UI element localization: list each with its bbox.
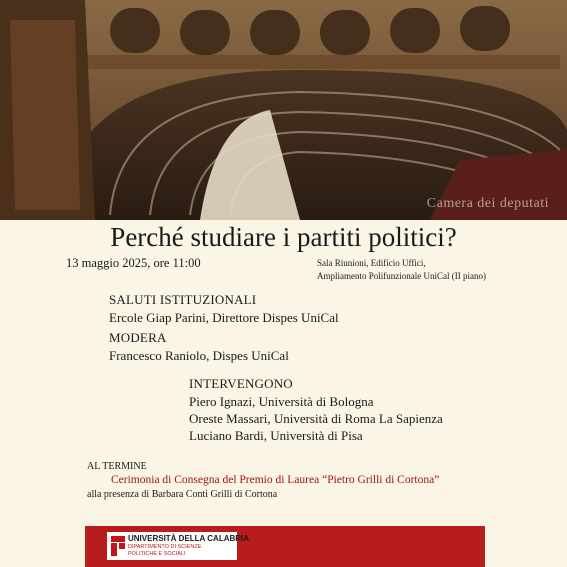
department-line-1: DIPARTIMENTO DI SCIENZE xyxy=(128,544,202,550)
ceremony-title: Cerimonia di Consegna del Premio di Laurea “Pietro Grilli di Cortona” xyxy=(111,474,440,486)
page-title: Perché studiare i partiti politici? xyxy=(110,222,457,252)
venue-line-1: Sala Riunioni, Edificio Uffici, xyxy=(317,258,426,268)
footer-banner xyxy=(85,526,485,567)
ceremony-presence: alla presenza di Barbara Conti Grilli di Cortona xyxy=(87,489,278,500)
intervengono-heading: INTERVENGONO xyxy=(189,376,293,391)
university-emblem-icon xyxy=(111,536,125,556)
speaker-2: Oreste Massari, Università di Roma La Sapienza xyxy=(189,411,443,426)
university-name: UNIVERSITÀ DELLA CALABRIA xyxy=(128,534,250,543)
modera-speaker: Francesco Raniolo, Dispes UniCal xyxy=(109,348,289,363)
university-logo xyxy=(107,532,250,560)
chamber-illustration xyxy=(0,0,567,220)
speaker-3: Luciano Bardi, Università di Pisa xyxy=(189,428,363,443)
department-line-2: POLITICHE E SOCIALI xyxy=(128,550,186,557)
saluti-speaker: Ercole Giap Parini, Direttore Dispes UniCal xyxy=(109,310,339,325)
event-venue xyxy=(317,257,486,283)
event-date: 13 maggio 2025, ore 11:00 xyxy=(66,256,201,270)
chamber-photo xyxy=(0,0,567,220)
saluti-heading: SALUTI ISTITUZIONALI xyxy=(109,292,257,307)
modera-heading: MODERA xyxy=(109,330,167,345)
termine-heading: AL TERMINE xyxy=(87,461,147,472)
photo-watermark: Camera dei deputati xyxy=(426,196,549,211)
speaker-1: Piero Ignazi, Università di Bologna xyxy=(189,394,374,409)
department-name xyxy=(128,544,201,557)
venue-line-2: Ampliamento Polifunzionale UniCal (II piano) xyxy=(317,271,486,281)
